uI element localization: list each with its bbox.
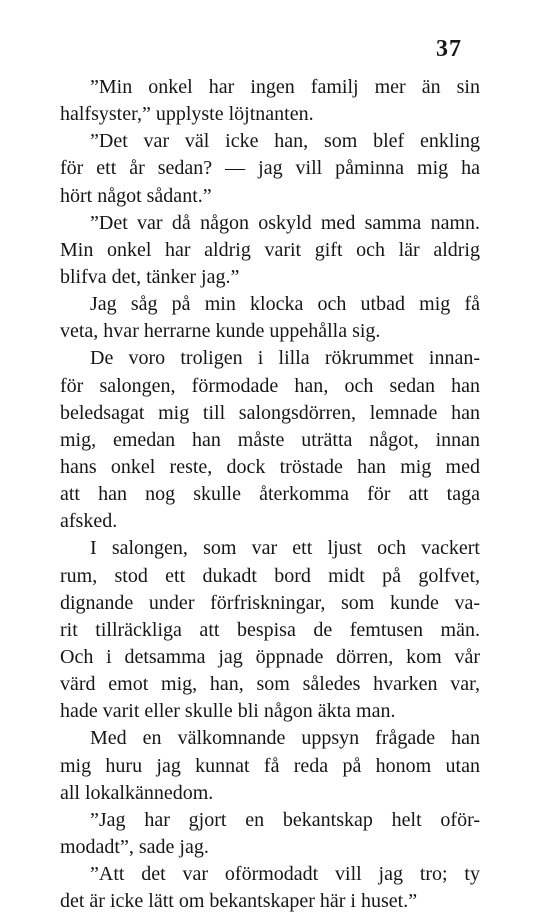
text-line: rit tillräckliga att bespisa de femtusen män. bbox=[60, 618, 480, 641]
body-text bbox=[60, 74, 480, 915]
text-line: rum, stod ett dukadt bord midt på golfvet, bbox=[60, 564, 480, 587]
text-line: all lokalkännedom. bbox=[60, 781, 214, 804]
text-line: ”Min onkel har ingen familj mer än sin bbox=[90, 76, 480, 98]
text-line: veta, hvar herrarne kunde uppehålla sig. bbox=[60, 320, 381, 343]
text-line: mig, emedan han måste uträtta något, innan bbox=[60, 428, 480, 451]
text-line: att han nog skulle återkomma för att taga bbox=[60, 483, 480, 506]
text-line: Med en välkomnande uppsyn frågade han bbox=[90, 727, 480, 750]
text-line: ”Det var då någon oskyld med samma namn. bbox=[90, 211, 480, 234]
text-line: ”Jag har gjort en bekantskap helt oför- bbox=[90, 808, 480, 831]
text-line: för ett år sedan? — jag vill påminna mig ha bbox=[60, 157, 480, 180]
text-line: ”Att det var oförmodadt vill jag tro; ty bbox=[90, 863, 480, 886]
text-line: hans onkel reste, dock tröstade han mig med bbox=[60, 455, 480, 478]
text-line: De voro troligen i lilla rökrummet innan- bbox=[90, 347, 480, 370]
text-line: hört något sådant.” bbox=[60, 184, 212, 207]
text-line: beledsagat mig till salongsdörren, lemnade han bbox=[60, 401, 480, 424]
text-line: modadt”, sade jag. bbox=[60, 835, 209, 858]
text-line: Och i detsamma jag öppnade dörren, kom vår bbox=[60, 645, 480, 668]
text-line: blifva det, tänker jag.” bbox=[60, 265, 240, 288]
text-line: Jag såg på min klocka och utbad mig få bbox=[90, 293, 480, 316]
page-number: 37 bbox=[436, 36, 462, 62]
text-line: halfsyster,” upplyste löjtnanten. bbox=[60, 103, 314, 126]
text-line: Min onkel har aldrig varit gift och lär aldrig bbox=[60, 238, 480, 261]
text-line: I salongen, som var ett ljust och vackert bbox=[90, 537, 480, 560]
text-line: värd emot mig, han, som således hvarken var, bbox=[60, 673, 480, 696]
text-line: det är icke lätt om bekantskaper här i huset.” bbox=[60, 890, 418, 913]
text-line: mig huru jag kunnat få reda på honom utan bbox=[60, 754, 480, 777]
text-line: dignande under förfriskningar, som kunde va- bbox=[60, 591, 480, 614]
text-line: ”Det var väl icke han, som blef enkling bbox=[90, 130, 480, 153]
text-line: hade varit eller skulle bli någon äkta man. bbox=[60, 700, 396, 723]
text-line: afsked. bbox=[60, 510, 118, 533]
text-line: för salongen, förmodade han, och sedan han bbox=[60, 374, 480, 397]
